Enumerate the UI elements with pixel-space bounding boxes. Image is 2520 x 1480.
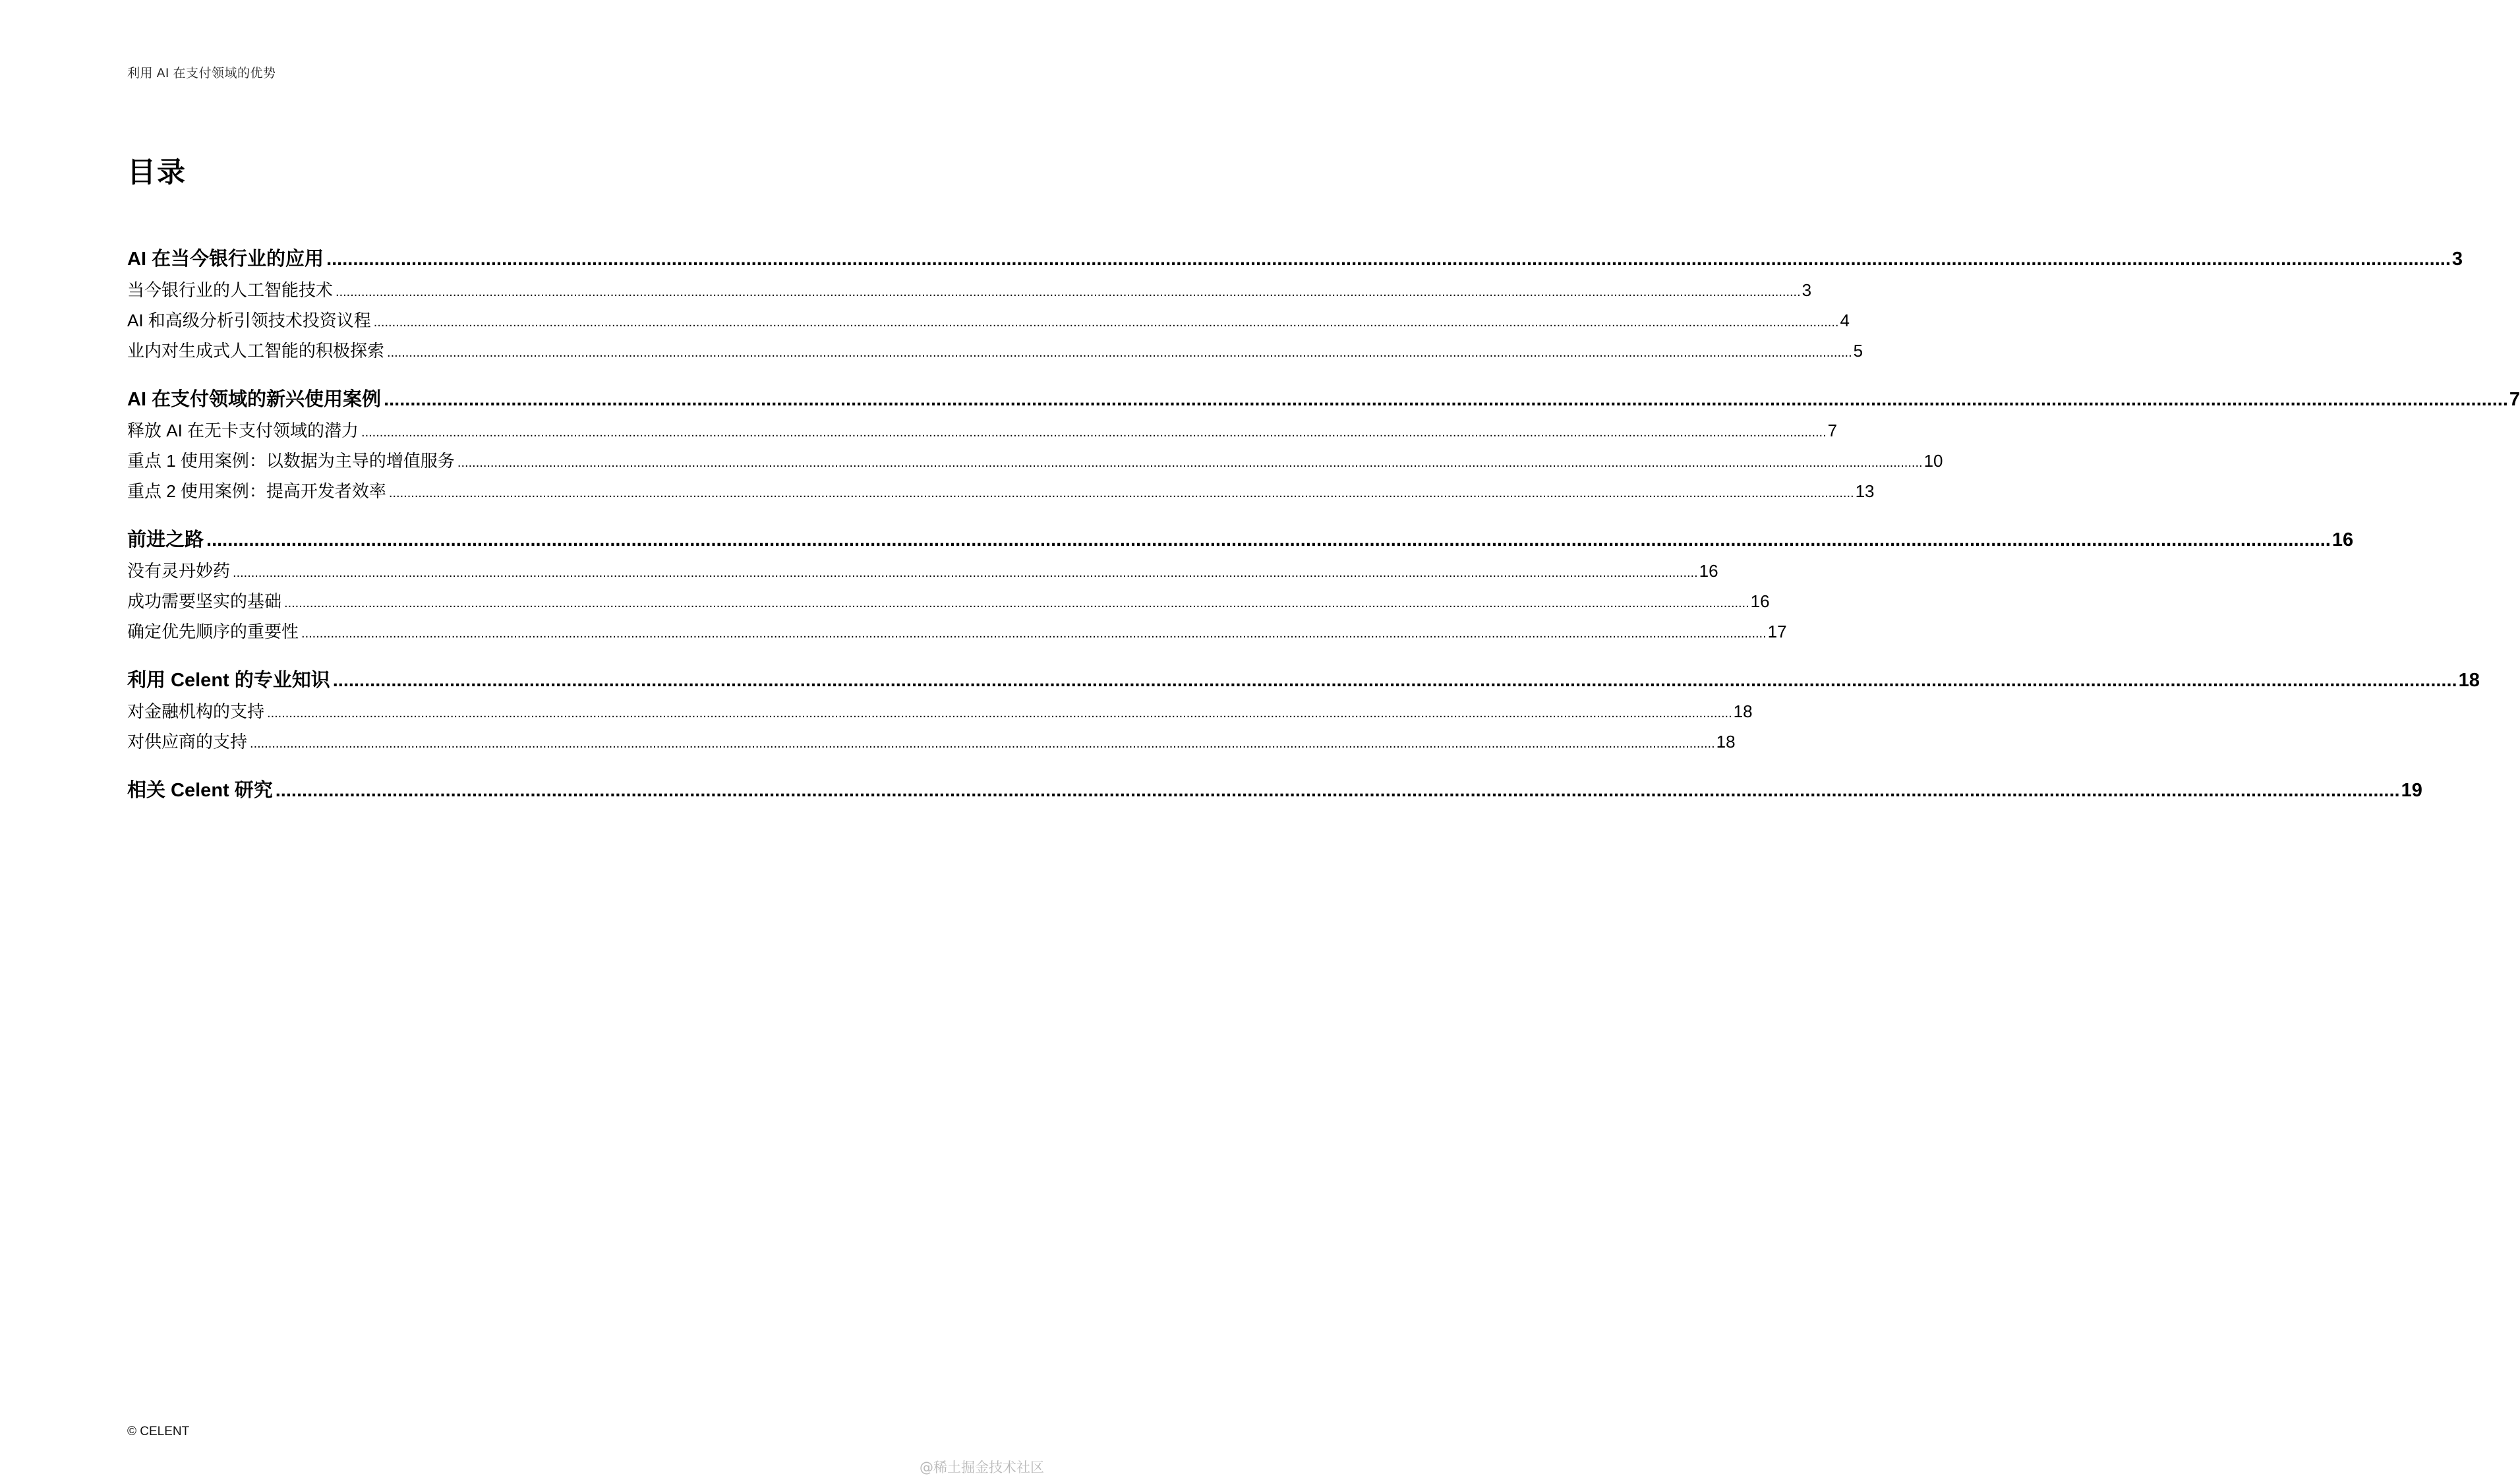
toc-entry-label: AI 在当今银行业的应用	[127, 249, 324, 270]
toc-title: 目录	[127, 157, 187, 189]
toc-dot-leader: ................................................................................................................................................................................................................................................................................................................................................................................................................	[384, 389, 2508, 410]
toc-subsection-entry[interactable]	[127, 478, 1875, 501]
running-header: 利用 AI 在支付领域的优势	[127, 67, 276, 80]
toc-dot-leader: ................................................................................................................................................................................................................................................................................................................................................................................................................	[388, 486, 1854, 500]
toc-entry-label: 利用 Celent 的专业知识	[127, 670, 330, 691]
toc-dot-leader: ................................................................................................................................................................................................................................................................................................................................................................................................................	[387, 345, 1852, 360]
toc-page-number: 10	[1923, 451, 1943, 471]
toc-entry-label: 对供应商的支持	[127, 732, 248, 752]
toc-entry-label: 对金融机构的支持	[127, 701, 265, 721]
toc-entry-label: AI 在支付领域的新兴使用案例	[127, 389, 382, 410]
toc-subsection-entry[interactable]	[127, 728, 1736, 752]
footer-copyright: © CELENT	[127, 1425, 190, 1438]
toc-entry-label: 确定优先顺序的重要性	[127, 622, 299, 641]
toc-subsection-entry[interactable]	[127, 558, 1718, 581]
toc-page-number: 16	[1699, 561, 1718, 581]
toc-subsection-entry[interactable]	[127, 588, 1770, 611]
toc-page-number: 18	[2458, 670, 2480, 691]
toc-entry-label: 重点 1 使用案例：以数据为主导的增值服务	[127, 451, 455, 471]
watermark: @稀土掘金技术社区	[920, 1460, 1044, 1475]
toc-section-entry[interactable]	[127, 244, 2463, 270]
toc-dot-leader: ................................................................................................................................................................................................................................................................................................................................................................................................................	[206, 529, 2331, 550]
toc-entry-label: 当今银行业的人工智能技术	[127, 280, 334, 300]
toc-subsection-entry[interactable]	[127, 277, 1812, 300]
toc-dot-leader: ................................................................................................................................................................................................................................................................................................................................................................................................................	[267, 706, 1732, 721]
toc-entry-label: 相关 Celent 研究	[127, 780, 273, 801]
toc-dot-leader: ................................................................................................................................................................................................................................................................................................................................................................................................................	[336, 285, 1801, 299]
toc-dot-leader: ................................................................................................................................................................................................................................................................................................................................................................................................................	[284, 596, 1749, 610]
toc-page-number: 16	[2331, 529, 2354, 550]
toc-entry-label: AI 和高级分析引领技术投资议程	[127, 311, 371, 330]
toc-section-entry[interactable]	[127, 525, 2354, 550]
toc-page-number: 3	[1802, 280, 1812, 300]
toc-dot-leader: ................................................................................................................................................................................................................................................................................................................................................................................................................	[373, 315, 1839, 330]
toc-dot-leader: ................................................................................................................................................................................................................................................................................................................................................................................................................	[326, 249, 2451, 270]
toc-dot-leader: ................................................................................................................................................................................................................................................................................................................................................................................................................	[301, 626, 1767, 641]
toc-subsection-entry[interactable]	[127, 307, 1850, 330]
toc-dot-leader: ................................................................................................................................................................................................................................................................................................................................................................................................................	[332, 670, 2457, 691]
toc-page-number: 16	[1750, 591, 1770, 611]
toc-entry-label: 没有灵丹妙药	[127, 561, 231, 581]
toc-entry-label: 前进之路	[127, 529, 204, 550]
toc-page-number: 18	[1716, 732, 1736, 752]
toc-page-number: 4	[1840, 311, 1850, 330]
toc-page-number: 7	[1827, 421, 1838, 440]
toc-entry-label: 释放 AI 在无卡支付领域的潜力	[127, 421, 359, 440]
toc-subsection-entry[interactable]	[127, 417, 1838, 440]
toc-dot-leader: ................................................................................................................................................................................................................................................................................................................................................................................................................	[250, 736, 1715, 751]
toc-page-number: 18	[1733, 701, 1753, 721]
toc-subsection-entry[interactable]	[127, 698, 1753, 721]
toc-entry-label: 成功需要坚实的基础	[127, 591, 282, 611]
toc-section-entry[interactable]	[127, 384, 2520, 410]
toc-page-number: 13	[1855, 481, 1875, 501]
toc-dot-leader: ................................................................................................................................................................................................................................................................................................................................................................................................................	[361, 425, 1827, 440]
toc-subsection-entry[interactable]	[127, 338, 1863, 361]
toc-dot-leader: ................................................................................................................................................................................................................................................................................................................................................................................................................	[275, 780, 2400, 801]
toc-page-number: 19	[2401, 780, 2422, 801]
toc-subsection-entry[interactable]	[127, 618, 1787, 641]
toc-entry-label: 业内对生成式人工智能的积极探索	[127, 341, 385, 361]
toc-section-entry[interactable]	[127, 775, 2422, 801]
toc-dot-leader: ................................................................................................................................................................................................................................................................................................................................................................................................................	[457, 456, 1923, 470]
toc-entry-label: 重点 2 使用案例：提高开发者效率	[127, 481, 386, 501]
toc-page-number: 7	[2509, 389, 2520, 410]
toc-dot-leader: ................................................................................................................................................................................................................................................................................................................................................................................................................	[233, 566, 1698, 580]
toc-page-number: 17	[1767, 622, 1787, 641]
toc-subsection-entry[interactable]	[127, 448, 1943, 471]
toc-page-number: 3	[2451, 249, 2463, 270]
toc-section-entry[interactable]	[127, 665, 2480, 691]
toc-page-number: 5	[1853, 341, 1863, 361]
